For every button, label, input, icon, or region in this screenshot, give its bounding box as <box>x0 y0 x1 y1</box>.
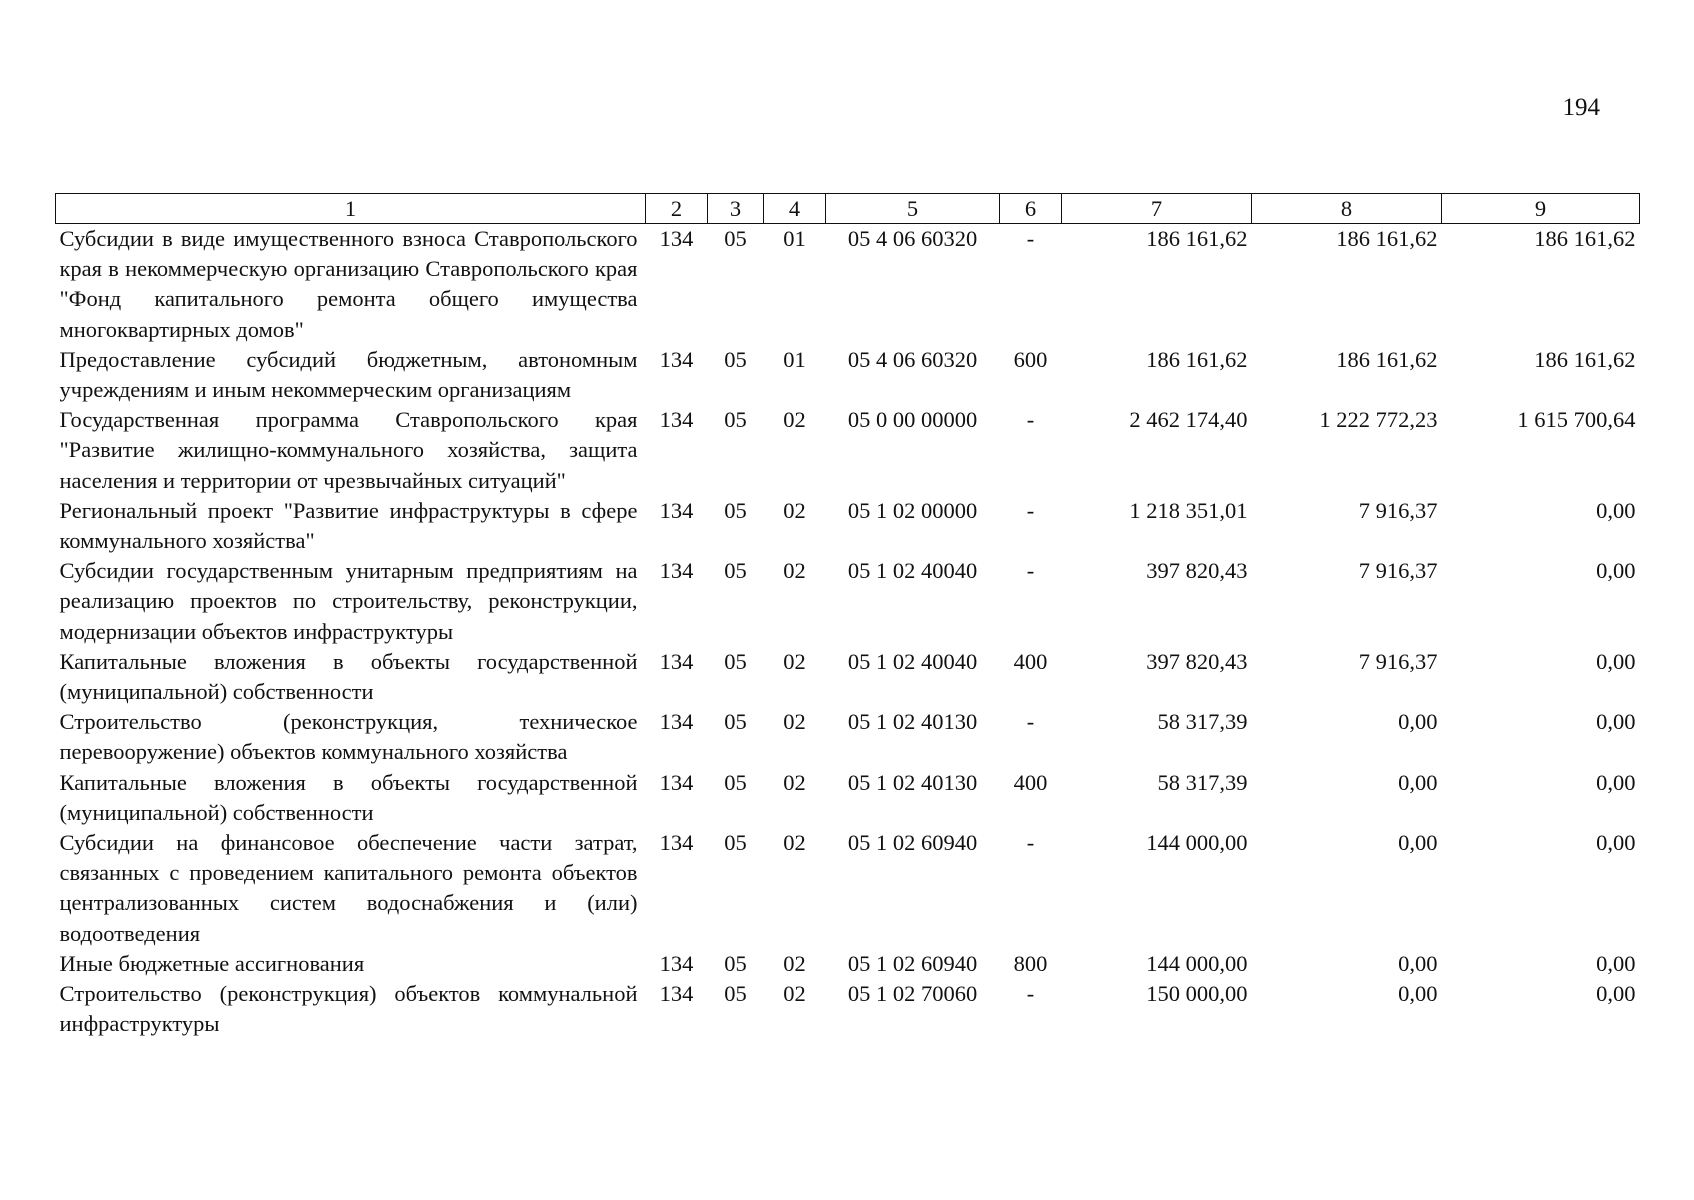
row-subsection: 02 <box>783 950 806 976</box>
row-subsection: 01 <box>783 346 806 372</box>
row-amount-2: 0,00 <box>1398 981 1438 1007</box>
row-grbs: 134 <box>659 769 694 795</box>
row-expense-type: - <box>1026 226 1035 251</box>
row-section: 05 <box>724 981 747 1007</box>
header-row <box>56 194 1640 224</box>
row-grbs: 134 <box>659 497 694 523</box>
row-grbs: 134 <box>659 407 694 433</box>
row-amount-2: 1 222 772,23 <box>1319 407 1438 433</box>
row-subsection: 02 <box>783 769 806 795</box>
row-section: 05 <box>724 346 747 372</box>
row-grbs: 134 <box>659 558 694 584</box>
row-name: Предоставление субсидий бюджетным, автономным учреждениям и иным некоммерческим организациям <box>59 346 638 403</box>
row-target-article: 05 1 02 70060 <box>847 981 978 1007</box>
table-row <box>56 556 1640 647</box>
row-target-article: 05 0 00 00000 <box>847 407 978 433</box>
table-row <box>56 828 1640 949</box>
row-target-article: 05 1 02 40130 <box>847 709 978 735</box>
row-amount-1: 150 000,00 <box>1146 981 1248 1007</box>
row-amount-1: 186 161,62 <box>1146 346 1248 372</box>
row-amount-3: 0,00 <box>1596 769 1636 795</box>
row-subsection: 02 <box>783 709 806 735</box>
row-subsection: 02 <box>783 558 806 584</box>
row-subsection: 02 <box>783 981 806 1007</box>
row-target-article: 05 1 02 40040 <box>847 558 978 584</box>
header-cell-7: 7 <box>1062 194 1252 224</box>
row-amount-1: 397 820,43 <box>1146 558 1248 584</box>
row-section: 05 <box>724 226 747 251</box>
row-grbs: 134 <box>659 346 694 372</box>
row-amount-2: 7 916,37 <box>1358 497 1438 523</box>
row-amount-1: 2 462 174,40 <box>1129 407 1248 433</box>
row-section: 05 <box>724 558 747 584</box>
row-section: 05 <box>724 830 747 856</box>
header-cell-2: 2 <box>646 194 708 224</box>
row-amount-1: 58 317,39 <box>1157 709 1248 735</box>
header-cell-1: 1 <box>56 194 646 224</box>
row-amount-3: 0,00 <box>1596 981 1636 1007</box>
row-amount-1: 144 000,00 <box>1146 950 1248 976</box>
row-expense-type: 400 <box>1013 648 1048 674</box>
table-row <box>56 768 1640 828</box>
row-amount-3: 0,00 <box>1596 950 1636 976</box>
header-cell-8: 8 <box>1252 194 1442 224</box>
header-cell-4: 4 <box>764 194 826 224</box>
row-expense-type: - <box>1026 981 1035 1007</box>
header-cell-5: 5 <box>826 194 1000 224</box>
row-amount-3: 0,00 <box>1596 497 1636 523</box>
row-expense-type: - <box>1026 407 1035 433</box>
row-amount-3: 186 161,62 <box>1534 226 1636 251</box>
row-amount-2: 186 161,62 <box>1336 346 1438 372</box>
row-grbs: 134 <box>659 830 694 856</box>
row-name: Строительство (реконструкция, техническое перевооружение) объектов коммунального хозяйства <box>59 709 638 765</box>
table-row <box>56 707 1640 767</box>
table-header <box>56 194 1640 224</box>
row-target-article: 05 1 02 40130 <box>847 769 978 795</box>
row-amount-2: 186 161,62 <box>1336 226 1438 251</box>
row-section: 05 <box>724 497 747 523</box>
row-expense-type: - <box>1026 709 1035 735</box>
row-amount-3: 0,00 <box>1596 709 1636 735</box>
row-name: Субсидии государственным унитарным предприятиям на реализацию проектов по строительству, реконструкции, модернизации объектов инфраструктуры <box>59 558 638 644</box>
row-amount-3: 0,00 <box>1596 558 1636 584</box>
row-subsection: 02 <box>783 830 806 856</box>
table-body <box>56 224 1640 1040</box>
row-expense-type: 800 <box>1013 950 1048 976</box>
row-target-article: 05 4 06 60320 <box>847 226 978 251</box>
row-amount-1: 397 820,43 <box>1146 648 1248 674</box>
row-name: Субсидии в виде имущественного взноса Ставропольского края в некоммерческую организацию Ставропольского края "Фонд капитального ремонта общего имущества многоквартирных домов" <box>59 226 638 342</box>
row-amount-2: 7 916,37 <box>1358 648 1438 674</box>
table-row <box>56 224 1640 345</box>
row-target-article: 05 1 02 40040 <box>847 648 978 674</box>
row-expense-type: 600 <box>1013 346 1048 372</box>
row-expense-type: - <box>1026 497 1035 523</box>
row-subsection: 02 <box>783 648 806 674</box>
row-name: Субсидии на финансовое обеспечение части затрат, связанных с проведением капитального ремонта объектов централизованных систем водоснабжения и (или) водоотведения <box>59 830 638 946</box>
header-cell-3: 3 <box>708 194 764 224</box>
row-amount-2: 0,00 <box>1398 769 1438 795</box>
row-amount-2: 0,00 <box>1398 950 1438 976</box>
row-grbs: 134 <box>659 648 694 674</box>
budget-table <box>55 193 1640 1039</box>
row-name: Строительство (реконструкция) объектов коммунальной инфраструктуры <box>59 981 638 1037</box>
row-grbs: 134 <box>659 981 694 1007</box>
row-amount-3: 186 161,62 <box>1534 346 1636 372</box>
row-amount-1: 186 161,62 <box>1146 226 1248 251</box>
row-expense-type: - <box>1026 830 1035 856</box>
row-expense-type: - <box>1026 558 1035 584</box>
row-subsection: 02 <box>783 497 806 523</box>
row-section: 05 <box>724 648 747 674</box>
table-row <box>56 647 1640 707</box>
row-amount-3: 0,00 <box>1596 648 1636 674</box>
table-row <box>56 949 1640 979</box>
row-grbs: 134 <box>659 709 694 735</box>
table-row <box>56 496 1640 556</box>
row-amount-2: 0,00 <box>1398 709 1438 735</box>
row-target-article: 05 1 02 60940 <box>847 950 978 976</box>
row-amount-3: 1 615 700,64 <box>1517 407 1636 433</box>
row-section: 05 <box>724 407 747 433</box>
header-cell-9: 9 <box>1442 194 1640 224</box>
row-amount-3: 0,00 <box>1596 830 1636 856</box>
page-number: 194 <box>1562 94 1600 121</box>
row-name: Государственная программа Ставропольского края "Развитие жилищно-коммунального хозяйства, защита населения и территории от чрезвычайных ситуаций" <box>59 407 638 493</box>
row-target-article: 05 1 02 60940 <box>847 830 978 856</box>
row-expense-type: 400 <box>1013 769 1048 795</box>
row-section: 05 <box>724 950 747 976</box>
row-name: Региональный проект "Развитие инфраструктуры в сфере коммунального хозяйства" <box>59 497 638 554</box>
row-name: Иные бюджетные ассигнования <box>59 950 365 976</box>
row-amount-1: 144 000,00 <box>1146 830 1248 856</box>
row-subsection: 01 <box>783 226 806 251</box>
row-section: 05 <box>724 709 747 735</box>
row-grbs: 134 <box>659 226 694 251</box>
row-amount-2: 7 916,37 <box>1358 558 1438 584</box>
row-amount-1: 1 218 351,01 <box>1129 497 1248 523</box>
row-name: Капитальные вложения в объекты государственной (муниципальной) собственности <box>59 648 638 705</box>
row-amount-1: 58 317,39 <box>1157 769 1248 795</box>
row-name: Капитальные вложения в объекты государственной (муниципальной) собственности <box>59 769 638 825</box>
table-row <box>56 405 1640 496</box>
row-target-article: 05 4 06 60320 <box>847 346 978 372</box>
row-subsection: 02 <box>783 407 806 433</box>
table-row <box>56 345 1640 405</box>
table-row <box>56 979 1640 1039</box>
row-section: 05 <box>724 769 747 795</box>
row-target-article: 05 1 02 00000 <box>847 497 978 523</box>
header-cell-6: 6 <box>1000 194 1062 224</box>
row-amount-2: 0,00 <box>1398 830 1438 856</box>
row-grbs: 134 <box>659 950 694 976</box>
